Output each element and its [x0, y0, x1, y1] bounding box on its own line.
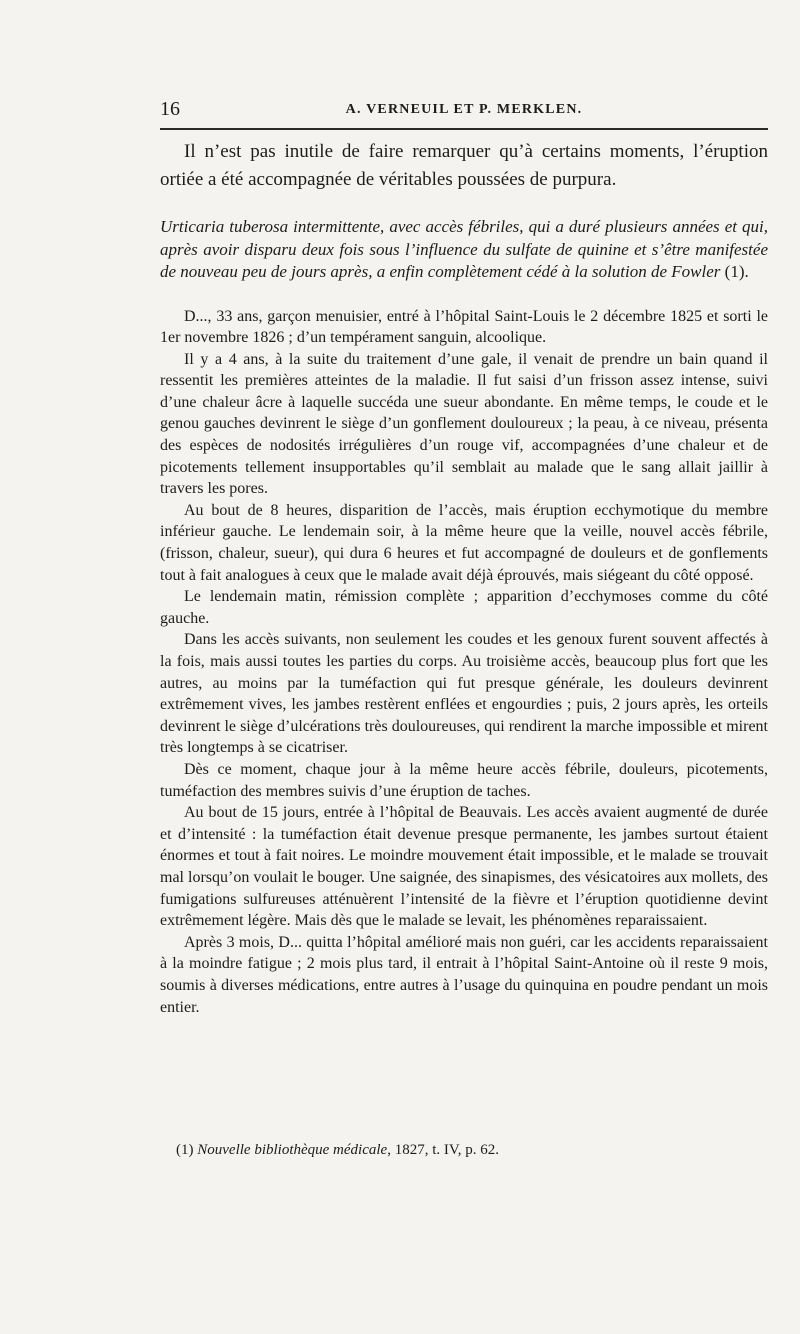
paragraph: Il y a 4 ans, à la suite du traitement d’une gale, il venait de prendre un bain quand il ressentit les premières atteintes de la maladie. Il fut saisi d’un frisson assez intense, suivi d’une chaleur âcre à laquelle succéda une sueur abondante. En même temps, le coude et le genou gauches devinrent le siège d’un gonflement douloureux ; la peau, à ce niveau, présenta des espèces de nodosités irrégulières d’un rouge vif, accompagnées d’une chaleur et de picotements tellement insupportables qu’il semblait au malade que le sang allait jaillir à travers les pores.	[160, 350, 768, 498]
paragraph: Au bout de 8 heures, disparition de l’accès, mais éruption ecchymotique du membre inférieur gauche. Le lendemain soir, à la même heure que la veille, nouvel accès fébrile, (frisson, chaleur, sueur), qui dura 6 heures et fut accompagné de douleurs et de gonflements tout à fait analogues à ceux que le malade avait déjà éprouvés, mais siégeant du côté opposé.	[160, 501, 768, 584]
footnote-marker: (1)	[176, 1142, 198, 1158]
case-body	[160, 306, 768, 1019]
header-rule	[160, 128, 768, 130]
paragraph: Le lendemain matin, rémission complète ; apparition d’ecchymoses comme du côté gauche.	[160, 588, 768, 627]
case-title	[160, 216, 768, 284]
paragraph: Dès ce moment, chaque jour à la même heure accès fébrile, douleurs, picotements, tuméfaction des membres suivis d’une éruption de taches.	[160, 760, 768, 800]
running-title: A. VERNEUIL ET P. MERKLEN.	[345, 102, 583, 117]
footnote-work-title: Nouvelle bibliothèque médicale	[197, 1142, 388, 1158]
intro-paragraph: Il n’est pas inutile de faire remarquer qu’à certains moments, l’éruption ortiée a été accompagnée de véritables poussées de purpura.	[160, 141, 768, 190]
page-number: 16	[160, 98, 180, 120]
footnote-details: , 1827, t. IV, p. 62.	[387, 1142, 500, 1158]
footnote	[176, 1140, 499, 1160]
page-body	[160, 138, 768, 1018]
running-head	[160, 98, 768, 124]
paragraph: Dans les accès suivants, non seulement les coudes et les genoux furent souvent affectés à la fois, mais aussi toutes les parties du corps. Au troisième accès, beaucoup plus fort que les autres, au moins par la tuméfaction qui fut presque générale, les douleurs devinrent extrêmement vives, les jambes restèrent enflées et engourdies ; puis, 2 jours après, les orteils devinrent le siège d’ulcérations très douloureuses, qui rendirent la marche impossible et mirent très longtemps à se cicatriser.	[160, 631, 768, 757]
paragraph: D..., 33 ans, garçon menuisier, entré à l’hôpital Saint-Louis le 2 décembre 1825 et sorti le 1er novembre 1826 ; d’un tempérament sanguin, alcoolique.	[160, 307, 768, 347]
paragraph: Au bout de 15 jours, entrée à l’hôpital de Beauvais. Les accès avaient augmenté de durée et d’intensité : la tuméfaction était devenue presque permanente, les jambes surtout étaient énormes et tout à fait noires. Le moindre mouvement était impossible, et le malade se trouvait mal lorsqu’on voulait le bouger. Une saignée, des sinapismes, des vésicatoires aux mollets, des fumigations sulfureuses atténuèrent l’intensité de la fièvre et l’éruption quotidienne devint extrêmement légère. Mais dès que le malade se levait, les phénomènes reparaissaient.	[160, 804, 768, 930]
paragraph: Après 3 mois, D... quitta l’hôpital amélioré mais non guéri, car les accidents reparaissaient à la moindre fatigue ; 2 mois plus tard, il entrait à l’hôpital Saint-Antoine où il reste 9 mois, soumis à diverses médications, entre autres à l’usage du quinquina en poudre pendant un mois entier.	[160, 933, 768, 1016]
case-title-text: Urticaria tuberosa intermittente, avec accès fébriles, qui a duré plusieurs années et qui, après avoir disparu deux fois sous l’influence du sulfate de quinine et s’être manifestée de nouveau peu de jours après, a enfin complètement cédé à la solution de Fowler	[160, 217, 768, 281]
case-title-footnote-ref: (1).	[720, 262, 749, 281]
